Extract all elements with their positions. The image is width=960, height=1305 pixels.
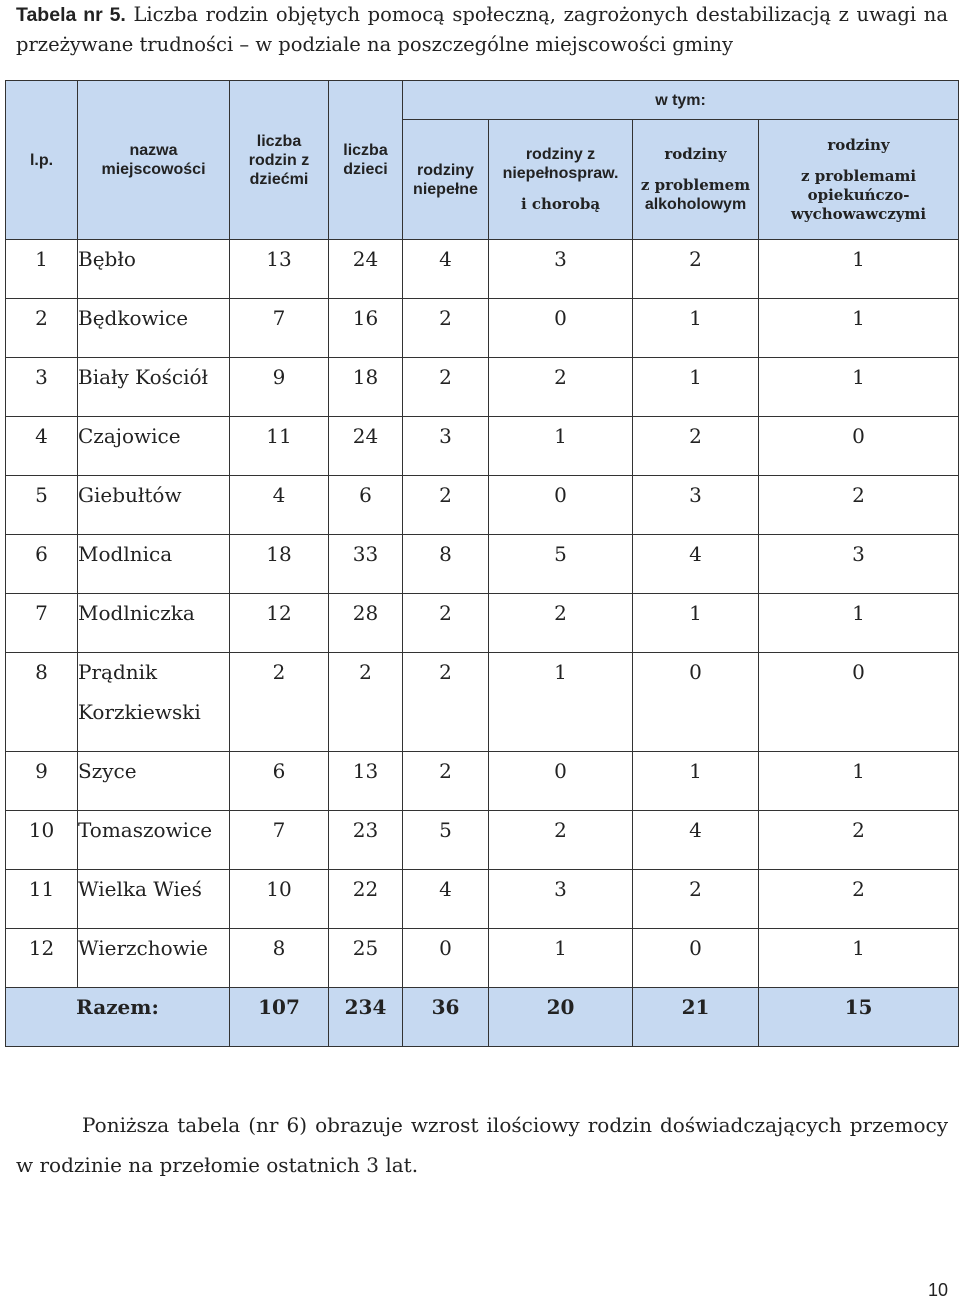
cell-niepelnospraw: 1 (489, 653, 633, 752)
header-niepelne (403, 120, 489, 240)
cell-lp: 6 (6, 535, 78, 594)
cell-alkohol: 4 (633, 811, 759, 870)
cell-rodzin: 11 (230, 417, 329, 476)
table-row (6, 535, 959, 594)
cell-name: Będkowice (78, 299, 230, 358)
table-row (6, 870, 959, 929)
cell-name: Wierzchowie (78, 929, 230, 988)
cell-rodzin: 8 (230, 929, 329, 988)
cell-lp: 5 (6, 476, 78, 535)
cell-rodzin: 4 (230, 476, 329, 535)
cell-alkohol: 4 (633, 535, 759, 594)
cell-alkohol: 1 (633, 299, 759, 358)
cell-niepelnospraw: 0 (489, 476, 633, 535)
header-lp: l.p. (6, 81, 78, 240)
header-opieka-line2: z problemami (801, 166, 917, 185)
cell-lp: 12 (6, 929, 78, 988)
cell-opieka: 1 (759, 594, 959, 653)
cell-opieka: 1 (759, 299, 959, 358)
cell-niepelne: 2 (403, 476, 489, 535)
cell-niepelne: 2 (403, 594, 489, 653)
cell-dzieci: 23 (329, 811, 403, 870)
cell-alkohol: 3 (633, 476, 759, 535)
cell-niepelne: 3 (403, 417, 489, 476)
table-row (6, 240, 959, 299)
cell-alkohol: 0 (633, 653, 759, 752)
page-number: 10 (927, 1280, 948, 1300)
cell-name: Biały Kościół (78, 358, 230, 417)
table-row (6, 358, 959, 417)
cell-lp: 11 (6, 870, 78, 929)
cell-name: Szyce (78, 752, 230, 811)
cell-rodzin: 18 (230, 535, 329, 594)
cell-alkohol: 2 (633, 417, 759, 476)
header-dzieci-line2: dzieci (343, 161, 388, 178)
header-alkohol-line2: z problemem (640, 176, 751, 194)
cell-opieka: 1 (759, 929, 959, 988)
cell-alkohol: 2 (633, 870, 759, 929)
cell-rodzin: 6 (230, 752, 329, 811)
cell-dzieci: 13 (329, 752, 403, 811)
cell-niepelnospraw: 2 (489, 594, 633, 653)
cell-niepelne: 2 (403, 299, 489, 358)
table-row (6, 299, 959, 358)
cell-lp: 9 (6, 752, 78, 811)
table-row (6, 653, 959, 752)
cell-niepelnospraw: 0 (489, 752, 633, 811)
cell-lp: 7 (6, 594, 78, 653)
header-dzieci-line1: liczba (343, 142, 388, 159)
header-opieka-line1: rodziny (827, 135, 890, 154)
cell-name: Giebułtów (78, 476, 230, 535)
cell-name: Tomaszowice (78, 811, 230, 870)
families-table (5, 80, 959, 1047)
header-w-tym: w tym: (403, 81, 959, 120)
cell-name: Modlnica (78, 535, 230, 594)
cell-dzieci: 18 (329, 358, 403, 417)
cell-opieka: 0 (759, 417, 959, 476)
cell-alkohol: 0 (633, 929, 759, 988)
cell-lp: 2 (6, 299, 78, 358)
header-rodzin (230, 81, 329, 240)
cell-name: Bębło (78, 240, 230, 299)
header-alkohol-line1: rodziny (664, 145, 727, 163)
cell-opieka: 2 (759, 870, 959, 929)
header-niepelne-line1: rodziny (417, 161, 474, 179)
cell-alkohol: 1 (633, 594, 759, 653)
cell-rodzin: 13 (230, 240, 329, 299)
cell-opieka: 1 (759, 358, 959, 417)
table-row (6, 476, 959, 535)
cell-name: Prądnik Korzkiewski (78, 653, 230, 752)
header-nazwa (78, 81, 230, 240)
cell-name: Czajowice (78, 417, 230, 476)
header-niepelnospraw (489, 120, 633, 240)
sum-niepelne: 36 (403, 988, 489, 1047)
table-caption (16, 0, 948, 60)
cell-alkohol: 1 (633, 752, 759, 811)
cell-rodzin: 10 (230, 870, 329, 929)
cell-niepelnospraw: 1 (489, 417, 633, 476)
sum-opieka: 15 (759, 988, 959, 1047)
sum-dzieci: 234 (329, 988, 403, 1047)
cell-dzieci: 25 (329, 929, 403, 988)
cell-name: Modlniczka (78, 594, 230, 653)
header-opieka-line4: wychowawczymi (790, 204, 927, 223)
sum-label: Razem: (6, 988, 230, 1047)
body-paragraph: Poniższa tabela (nr 6) obrazuje wzrost ilościowy rodzin doświadczających przemocy w rodzinie na przełomie ostatnich 3 lat. (16, 1113, 948, 1177)
sum-row (6, 988, 959, 1047)
cell-dzieci: 6 (329, 476, 403, 535)
cell-dzieci: 16 (329, 299, 403, 358)
header-alkohol-line3: alkoholowym (644, 196, 747, 213)
cell-rodzin: 7 (230, 299, 329, 358)
cell-niepelne: 8 (403, 535, 489, 594)
caption-label: Tabela nr 5. (16, 4, 126, 26)
cell-alkohol: 1 (633, 358, 759, 417)
header-rodzin-line1: liczba (256, 132, 302, 150)
sum-alkohol: 21 (633, 988, 759, 1047)
cell-niepelnospraw: 5 (489, 535, 633, 594)
header-niepelnospraw-line1: rodziny z (525, 146, 596, 163)
cell-opieka: 1 (759, 752, 959, 811)
cell-niepelne: 5 (403, 811, 489, 870)
cell-rodzin: 2 (230, 653, 329, 752)
header-opieka-line3: opiekuńczo- (807, 185, 910, 204)
header-nazwa-line2: miejscowości (101, 161, 206, 178)
cell-dzieci: 22 (329, 870, 403, 929)
table-row (6, 594, 959, 653)
header-niepelnospraw-line2: niepełnospraw. (502, 165, 619, 182)
table-row (6, 417, 959, 476)
table-row (6, 929, 959, 988)
cell-opieka: 0 (759, 653, 959, 752)
header-niepelne-line2: niepełne (413, 180, 478, 198)
cell-lp: 4 (6, 417, 78, 476)
cell-opieka: 3 (759, 535, 959, 594)
cell-niepelnospraw: 0 (489, 299, 633, 358)
cell-lp: 8 (6, 653, 78, 752)
header-nazwa-line1: nazwa (129, 142, 178, 159)
sum-niepelnospraw: 20 (489, 988, 633, 1047)
cell-niepelnospraw: 3 (489, 240, 633, 299)
cell-rodzin: 7 (230, 811, 329, 870)
cell-dzieci: 24 (329, 417, 403, 476)
cell-lp: 1 (6, 240, 78, 299)
cell-dzieci: 2 (329, 653, 403, 752)
cell-dzieci: 28 (329, 594, 403, 653)
header-rodzin-line3: dziećmi (249, 170, 309, 188)
cell-niepelne: 2 (403, 752, 489, 811)
cell-rodzin: 12 (230, 594, 329, 653)
cell-name: Wielka Wieś (78, 870, 230, 929)
cell-niepelnospraw: 3 (489, 870, 633, 929)
cell-niepelnospraw: 1 (489, 929, 633, 988)
header-rodzin-line2: rodzin z (248, 151, 310, 169)
cell-opieka: 2 (759, 476, 959, 535)
cell-niepelne: 4 (403, 870, 489, 929)
cell-niepelnospraw: 2 (489, 811, 633, 870)
cell-dzieci: 33 (329, 535, 403, 594)
header-alkohol (633, 120, 759, 240)
cell-lp: 3 (6, 358, 78, 417)
table-body (6, 240, 959, 988)
cell-opieka: 1 (759, 240, 959, 299)
cell-niepelne: 2 (403, 358, 489, 417)
cell-opieka: 2 (759, 811, 959, 870)
cell-alkohol: 2 (633, 240, 759, 299)
cell-niepelne: 4 (403, 240, 489, 299)
table-row (6, 811, 959, 870)
cell-niepelne: 2 (403, 653, 489, 752)
header-opieka (759, 120, 959, 240)
cell-rodzin: 9 (230, 358, 329, 417)
cell-dzieci: 24 (329, 240, 403, 299)
cell-niepelnospraw: 2 (489, 358, 633, 417)
header-niepelnospraw-line3: i chorobą (520, 195, 601, 213)
header-dzieci (329, 81, 403, 240)
sum-rodzin: 107 (230, 988, 329, 1047)
table-row (6, 752, 959, 811)
cell-niepelne: 0 (403, 929, 489, 988)
caption-text: Liczba rodzin objętych pomocą społeczną, zagrożonych destabilizacją z uwagi na przeżywane trudności – w podziale na poszczególne miejscowości gminy (16, 3, 948, 56)
cell-lp: 10 (6, 811, 78, 870)
